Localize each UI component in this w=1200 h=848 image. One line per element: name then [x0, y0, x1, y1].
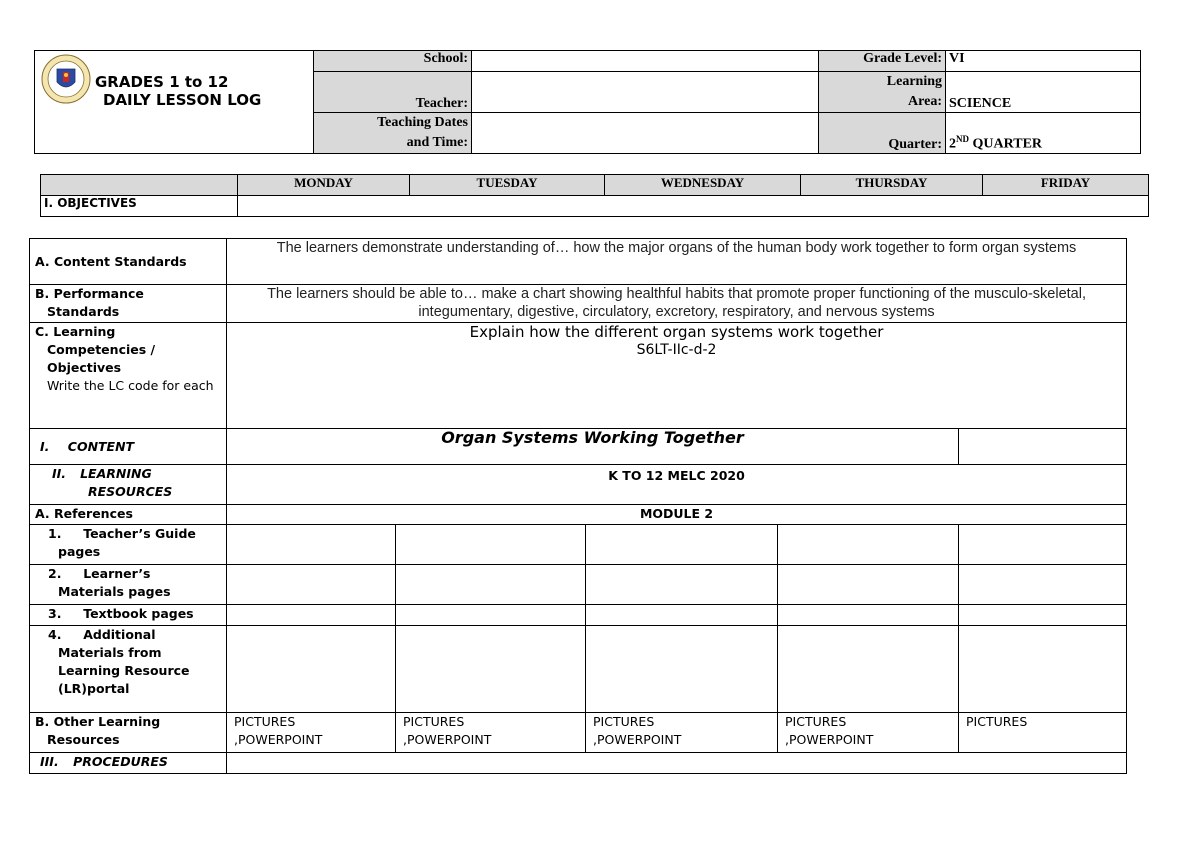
days-table	[40, 174, 1149, 217]
log-title-line1: GRADES 1 to 12	[95, 73, 229, 91]
tb-thursday[interactable]	[778, 605, 959, 626]
content-heading	[30, 429, 227, 465]
learning-area-label	[819, 72, 946, 113]
competencies-label	[30, 323, 227, 429]
olr-tuesday-line1: PICTURES	[403, 714, 465, 729]
teaching-dates-field[interactable]	[472, 113, 819, 154]
olr-wednesday-line1: PICTURES	[593, 714, 655, 729]
olr-monday-line2: ,POWERPOINT	[234, 732, 323, 747]
teaching-dates-label	[314, 113, 472, 154]
resources-number: II.	[52, 466, 67, 481]
teaching-dates-label-line2: and Time:	[406, 135, 468, 150]
quarter-value[interactable]	[946, 113, 1141, 154]
procedures-number: III.	[40, 754, 59, 769]
competency-code: S6LT-IIc-d-2	[636, 342, 717, 358]
lesson-table	[29, 238, 1127, 774]
performance-label-line2: Standards	[47, 304, 120, 319]
day-wednesday: WEDNESDAY	[605, 175, 801, 196]
objectives-heading: I. OBJECTIVES	[41, 196, 238, 217]
tb-tuesday[interactable]	[396, 605, 586, 626]
tb-monday[interactable]	[227, 605, 396, 626]
competencies-label-line1: C. Learning	[35, 324, 116, 339]
additional-materials-label	[30, 626, 227, 713]
olr-tuesday[interactable]	[396, 713, 586, 753]
tg-monday[interactable]	[227, 525, 396, 565]
olr-monday[interactable]	[227, 713, 396, 753]
school-label: School:	[314, 51, 472, 72]
content-title[interactable]: Organ Systems Working Together	[227, 429, 959, 465]
other-learning-resources-label	[30, 713, 227, 753]
learners-materials-label	[30, 565, 227, 605]
deped-seal-icon	[41, 54, 91, 104]
am-friday[interactable]	[959, 626, 1127, 713]
am-label-line2: Materials from	[58, 645, 162, 660]
header-table	[34, 50, 1141, 154]
school-field[interactable]	[472, 51, 819, 72]
quarter-word: QUARTER	[969, 137, 1043, 152]
competencies-label-line2: Competencies /	[47, 342, 156, 357]
olr-thursday-line2: ,POWERPOINT	[785, 732, 874, 747]
olr-thursday-line1: PICTURES	[785, 714, 847, 729]
tg-friday[interactable]	[959, 525, 1127, 565]
days-corner-cell	[41, 175, 238, 196]
olr-label-line1: B. Other Learning	[35, 714, 161, 729]
procedures-label: PROCEDURES	[73, 754, 168, 769]
olr-friday-line1: PICTURES	[966, 714, 1028, 729]
lm-friday[interactable]	[959, 565, 1127, 605]
performance-label-line1: B. Performance	[35, 286, 144, 301]
olr-wednesday[interactable]	[586, 713, 778, 753]
learning-resources-value[interactable]: K TO 12 MELC 2020	[227, 465, 1127, 505]
teacher-label: Teacher:	[314, 72, 472, 113]
log-title	[95, 73, 261, 109]
am-label-line1: 4. Additional	[48, 627, 156, 642]
olr-label-line2: Resources	[47, 732, 120, 747]
log-title-line2: DAILY LESSON LOG	[103, 91, 262, 109]
procedures-field[interactable]	[227, 753, 1127, 774]
grade-level-label: Grade Level:	[819, 51, 946, 72]
content-standards-text[interactable]: The learners demonstrate understanding of… how the major organs of the human body work together to form organ systems	[227, 239, 1127, 285]
objectives-field[interactable]	[238, 196, 1149, 217]
am-label-line4: (LR)portal	[58, 681, 130, 696]
teacher-field[interactable]	[472, 72, 819, 113]
day-tuesday: TUESDAY	[410, 175, 605, 196]
teaching-dates-label-line1: Teaching Dates	[377, 115, 468, 130]
learning-area-label-line1: Learning	[886, 74, 942, 89]
competency-cell[interactable]	[227, 323, 1127, 429]
grade-level-value[interactable]: VI	[946, 51, 1141, 72]
tg-wednesday[interactable]	[586, 525, 778, 565]
olr-tuesday-line2: ,POWERPOINT	[403, 732, 492, 747]
lm-monday[interactable]	[227, 565, 396, 605]
textbook-pages-label: 3. Textbook pages	[30, 605, 227, 626]
references-value[interactable]: MODULE 2	[227, 505, 1127, 525]
content-extra-cell[interactable]	[959, 429, 1127, 465]
resources-label-line2: RESOURCES	[88, 484, 173, 499]
procedures-heading	[30, 753, 227, 774]
am-label-line3: Learning Resource	[58, 663, 190, 678]
day-monday: MONDAY	[238, 175, 410, 196]
day-thursday: THURSDAY	[801, 175, 983, 196]
quarter-number: 2	[949, 137, 956, 152]
am-monday[interactable]	[227, 626, 396, 713]
logo-title-cell	[35, 51, 314, 154]
content-standards-label: A. Content Standards	[30, 239, 227, 285]
olr-friday[interactable]	[959, 713, 1127, 753]
am-thursday[interactable]	[778, 626, 959, 713]
performance-standards-text[interactable]: The learners should be able to… make a chart showing healthful habits that promote proper functioning of the musculo-skeletal, integumentary, digestive, circulatory, excretory, respiratory, and nervous systems	[227, 285, 1127, 323]
day-friday: FRIDAY	[983, 175, 1149, 196]
tg-thursday[interactable]	[778, 525, 959, 565]
tb-wednesday[interactable]	[586, 605, 778, 626]
learning-resources-heading	[30, 465, 227, 505]
performance-standards-label	[30, 285, 227, 323]
olr-wednesday-line2: ,POWERPOINT	[593, 732, 682, 747]
quarter-label: Quarter:	[819, 113, 946, 154]
tb-friday[interactable]	[959, 605, 1127, 626]
competency-text: Explain how the different organ systems work together	[469, 323, 884, 341]
competencies-label-line3: Objectives	[47, 360, 122, 375]
tg-label-line2: pages	[58, 544, 101, 559]
content-heading-label: CONTENT	[67, 438, 135, 454]
lm-wednesday[interactable]	[586, 565, 778, 605]
tg-tuesday[interactable]	[396, 525, 586, 565]
olr-monday-line1: PICTURES	[234, 714, 296, 729]
tg-label-line1: 1. Teacher’s Guide	[48, 526, 196, 541]
resources-label-line1: LEARNING	[80, 466, 152, 481]
am-tuesday[interactable]	[396, 626, 586, 713]
learning-area-label-line2: Area:	[908, 94, 942, 109]
lm-label-line1: 2. Learner’s	[48, 566, 151, 581]
learning-area-value[interactable]: SCIENCE	[946, 72, 1141, 113]
competencies-label-line4: Write the LC code for each	[47, 378, 214, 393]
quarter-ordinal: ND	[956, 134, 969, 145]
am-wednesday[interactable]	[586, 626, 778, 713]
teachers-guide-label	[30, 525, 227, 565]
lm-tuesday[interactable]	[396, 565, 586, 605]
references-label: A. References	[30, 505, 227, 525]
olr-thursday[interactable]	[778, 713, 959, 753]
lm-label-line2: Materials pages	[58, 584, 171, 599]
lm-thursday[interactable]	[778, 565, 959, 605]
content-number: I.	[40, 438, 50, 454]
